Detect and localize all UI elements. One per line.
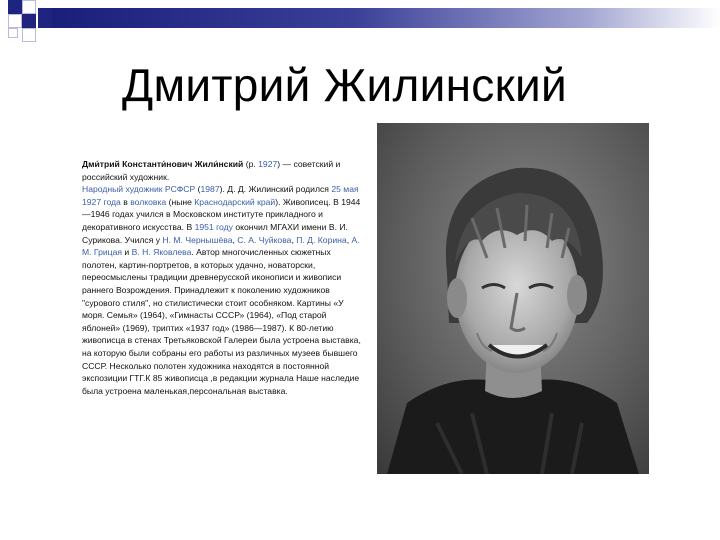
bio-text: . Автор многочисленных сюжетных полотен, картин-портретов, в которых удачно, новаторски, переосмыслены традиции древнерусской иконописи и живописи раннего Возрождения. Принадлежит к поколению художников "сурового стиля", но стилистически стоит особняком. Картины «У моря. Семья» (1964), «Гимнасты СССР» (1964), «Под старой яблоней» (1969), триптих «1937 год» (1986—1987). К 80-летию живописца в стенах Третьяковской Галереи была устроена выставка, на которую были собраны его работы из различных музеев бывшего СССР. Несколько полотен художника находятся в постоянной экспозиции ГТГ.К 85 живописца ,в редакции журнала Наше наследие была устроена маленькая,персональная выставка.: [82, 247, 361, 396]
link-teacher[interactable]: С. А. Чуйкова: [237, 234, 292, 245]
link-teacher[interactable]: П. Д. Корина: [296, 234, 347, 245]
decor-square: [22, 14, 36, 28]
bio-text: ) — советский и российский художник.: [82, 159, 341, 182]
bio-text: ). Живописец. В 1944—1946 годах учился в Московском институте прикладного и декоративного искусства. В: [82, 196, 361, 232]
decor-square: [22, 0, 36, 14]
link-teacher[interactable]: В. Н. Яковлева: [131, 247, 192, 258]
link-teacher[interactable]: А. М. Грицая: [82, 234, 360, 258]
header-banner: [0, 0, 720, 50]
bio-text: ,: [291, 234, 297, 245]
bio-text: ). Д. Д. Жилинский родился: [219, 184, 332, 195]
link-birth-date[interactable]: 25 мая 1927 года: [82, 184, 359, 207]
link-honorary-title[interactable]: Народный художник РСФСР: [82, 184, 196, 195]
biography-text: [82, 158, 364, 397]
link-region[interactable]: Краснодарский край: [194, 196, 276, 207]
link-teacher[interactable]: Н. М. Чернышёва: [162, 234, 233, 245]
decor-square: [8, 0, 22, 14]
header-gradient-bar: [52, 8, 720, 28]
bio-text: ,: [232, 234, 238, 245]
bio-text: ,: [346, 234, 352, 245]
decor-square: [38, 8, 52, 28]
slide-title: Дмитрий Жилинский: [122, 59, 568, 111]
bio-text: (ныне: [166, 196, 195, 207]
bio-text: (р.: [243, 159, 259, 169]
bio-text: и: [122, 247, 132, 258]
decor-square: [8, 28, 18, 38]
bio-text: в: [120, 196, 131, 207]
link-title-year[interactable]: 1987: [200, 184, 220, 195]
decor-square: [22, 28, 36, 42]
bio-text: (: [195, 184, 201, 195]
link-graduation-year[interactable]: 1951 году: [194, 221, 233, 232]
decor-square: [8, 14, 22, 28]
subject-name: Дми́трий Константи́нович Жили́нский: [82, 159, 244, 169]
link-birthplace[interactable]: волковка: [130, 196, 167, 207]
bio-text: окончил МГАХИ имени В. И. Сурикова. Учился у: [82, 221, 348, 245]
portrait-illustration: [377, 123, 649, 474]
portrait-photo: [377, 123, 649, 474]
link-birth-year[interactable]: 1927: [258, 159, 278, 169]
